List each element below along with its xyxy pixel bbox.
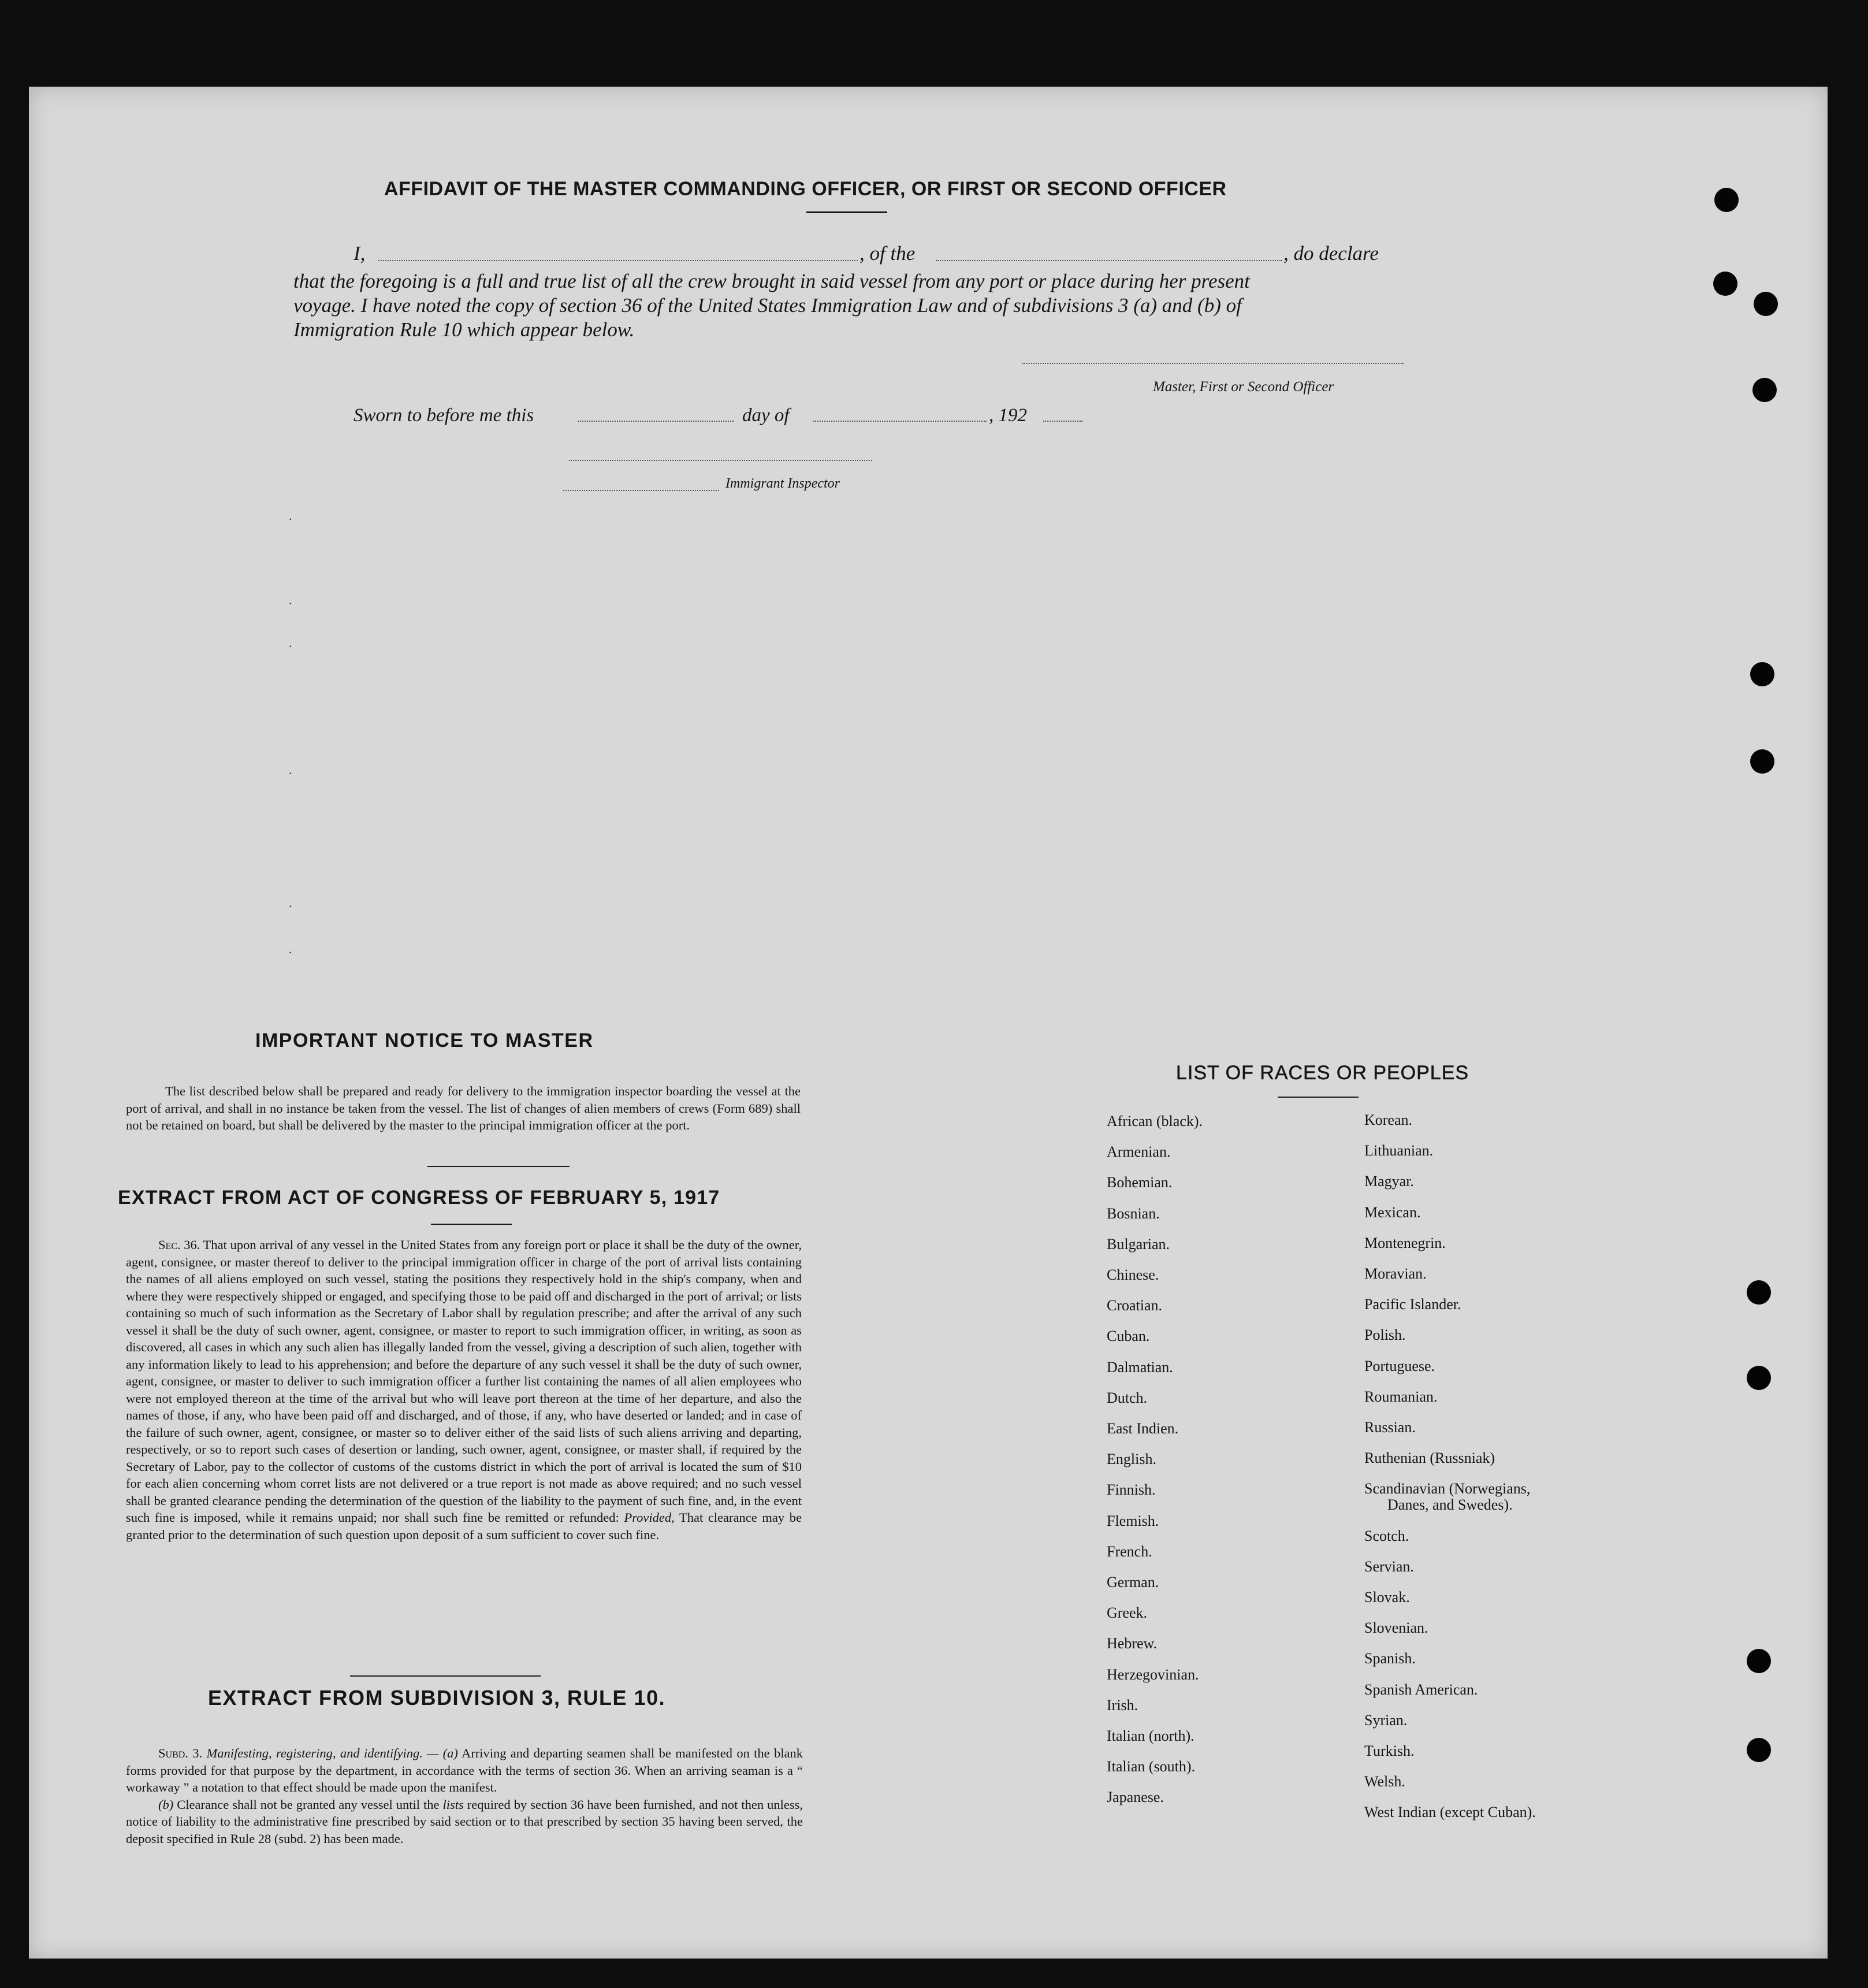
- races-title-underline: [1278, 1097, 1359, 1098]
- race-item: Korean.: [1364, 1112, 1413, 1128]
- race-item: Cuban.: [1107, 1328, 1150, 1345]
- race-item: Flemish.: [1107, 1512, 1159, 1529]
- race-item: Moravian.: [1364, 1265, 1427, 1282]
- affidavit-title: AFFIDAVIT OF THE MASTER COMMANDING OFFICER, OR FIRST OR SECOND OFFICER: [384, 178, 1227, 200]
- race-item: Italian (north).: [1107, 1727, 1195, 1744]
- punch-hole: [1747, 1366, 1771, 1390]
- sworn-day-label: day of: [742, 405, 790, 426]
- subd-heading: Manifesting, registering, and identifying.: [206, 1746, 423, 1760]
- document-page: [29, 87, 1828, 1959]
- para-a-text: Arriving and departing seamen shall be manifested on the blank forms provided for that purpose by the department, in accordance with the terms of section 36. When an arriving seaman is a “ workaway ” a notation to that effect should be made upon the manifest.: [126, 1746, 803, 1794]
- section-label: Sec. 36.: [158, 1238, 200, 1252]
- act-title: EXTRACT FROM ACT OF CONGRESS OF FEBRUARY 5, 1917: [118, 1187, 720, 1209]
- notice-title: IMPORTANT NOTICE TO MASTER: [255, 1030, 594, 1051]
- race-item: Bulgarian.: [1107, 1235, 1170, 1253]
- title-underline: [806, 211, 887, 213]
- subdivision-paragraph-b: [126, 1796, 803, 1848]
- declaration-of-label: , of the: [859, 242, 916, 265]
- section-36-paragraph: [126, 1236, 802, 1543]
- race-item: Japanese.: [1107, 1789, 1164, 1806]
- provided-label: Provided,: [624, 1510, 675, 1525]
- race-item: Russian.: [1364, 1419, 1416, 1436]
- race-item: Spanish American.: [1364, 1681, 1478, 1698]
- declaration-line-4: Immigration Rule 10 which appear below.: [293, 318, 635, 341]
- race-item: Ruthenian (Russniak): [1364, 1450, 1495, 1467]
- races-title: LIST OF RACES OR PEOPLES: [1176, 1062, 1469, 1084]
- race-item: Bosnian.: [1107, 1205, 1160, 1222]
- punch-hole: [1752, 378, 1777, 402]
- para-a-label: — (a): [427, 1746, 458, 1760]
- sworn-year-field[interactable]: [1043, 421, 1082, 422]
- race-item: Slovenian.: [1364, 1619, 1428, 1637]
- race-item: Mexican.: [1364, 1203, 1421, 1221]
- para-b-label: (b): [158, 1797, 174, 1812]
- race-item: Bohemian.: [1107, 1174, 1173, 1191]
- declaration-line-2: that the foregoing is a full and true list of all the crew brought in said vessel from any port or place during her present: [293, 270, 1250, 292]
- notice-paragraph: The list described below shall be prepared and ready for delivery to the immigration inspector boarding the vessel at the port of arrival, and shall in no instance be taken from the vessel. The list of changes of alien members of crews (Form 689) shall not be retained on board, but shall be delivered by the master to the principal immigration officer at the port.: [126, 1084, 801, 1132]
- sworn-month-field[interactable]: [813, 421, 987, 422]
- race-item: Danes, and Swedes).: [1387, 1496, 1513, 1514]
- margin-speck: .: [289, 508, 292, 523]
- declaration-name-label: I,: [353, 242, 366, 265]
- race-item: German.: [1107, 1574, 1159, 1591]
- race-item: Turkish.: [1364, 1742, 1415, 1759]
- punch-hole: [1713, 272, 1737, 296]
- inspector-signature-field-1[interactable]: [569, 460, 872, 461]
- notice-divider: [427, 1166, 570, 1167]
- race-item: Roumanian.: [1364, 1388, 1438, 1405]
- punch-hole: [1750, 662, 1774, 686]
- race-item: East Indien.: [1107, 1420, 1179, 1437]
- punch-hole: [1747, 1738, 1771, 1762]
- para-b-lists: lists: [442, 1797, 464, 1812]
- race-item: Polish.: [1364, 1326, 1406, 1344]
- section-body: That upon arrival of any vessel in the United States from any foreign port or place it shall be the duty of the owner, agent, consignee, or master thereof to deliver to the principal immigration officer in charge of the port of arrival lists containing the names of all aliens employed on such vessel, stating the positions they respectively hold in the ship's company, when and where they were respectively shipped or engaged, and specifying those to be paid off and discharged in the port of arrival; or lists containing so much of such information as the Secretary of Labor shall by regulation prescribe; and after the arrival of any such vessel it shall be the duty of such owner, agent, consignee, or master to report to such immigration officer, in writing, as soon as discovered, all cases in which any such alien has illegally landed from the vessel, giving a description of such alien, together with any information likely to lead to his apprehension; and before the departure of any such vessel it shall be the duty of such owner, agent, consignee, or master to deliver to such immigration officer a further list containing the names of all alien employees who were not employed thereon at the time of the arrival but who will leave port thereon at the time of her departure, and also the names of those, if any, who have been paid off and discharged, and of those, if any, who have deserted or landed; and in case of the failure of such owner, agent, consignee, or master so to deliver either of the said lists of such aliens arriving and departing, respectively, or so to report such cases of desertion or landing, such owner, agent, consignee, or master shall, if required by the Secretary of Labor, pay to the collector of customs of the customs district in which the port of arrival is located the sum of $10 for each alien concerning whom corret lists are not delivered or a true report is not made as above required; and no such vessel shall be granted clearance pending the determination of the question of the liability to the payment of such fine, and, in the event such fine is imposed, while it remains unpaid; nor shall such fine be remitted or refunded:: [126, 1238, 802, 1525]
- inspector-label: Immigrant Inspector: [725, 476, 840, 491]
- race-item: Dalmatian.: [1107, 1358, 1173, 1376]
- sworn-year-label: , 192: [989, 405, 1027, 426]
- punch-hole: [1747, 1280, 1771, 1305]
- race-item: Finnish.: [1107, 1481, 1156, 1499]
- subd-label: Subd. 3.: [158, 1746, 203, 1760]
- race-item: Pacific Islander.: [1364, 1296, 1461, 1313]
- race-item: Greek.: [1107, 1604, 1148, 1622]
- inspector-signature-field-2[interactable]: [563, 490, 719, 491]
- race-item: Portuguese.: [1364, 1357, 1435, 1374]
- race-item: Syrian.: [1364, 1711, 1408, 1729]
- race-item: Croatian.: [1107, 1297, 1163, 1314]
- punch-hole: [1747, 1649, 1771, 1673]
- race-item: Welsh.: [1364, 1773, 1405, 1790]
- race-item: African (black).: [1107, 1113, 1203, 1129]
- act-divider: [350, 1675, 541, 1677]
- race-item: Spanish.: [1364, 1650, 1416, 1667]
- race-item: Hebrew.: [1107, 1635, 1158, 1652]
- name-field[interactable]: [378, 260, 858, 261]
- subdivision-text: [126, 1745, 803, 1847]
- race-item: Lithuanian.: [1364, 1142, 1434, 1160]
- para-b-text-rest: required by section 36 have been furnished, and not then unless, notice of liability to the administrative fine prescribed by said section or to that prescribed by section 35 having been served, the deposit specified in Rule 28 (subd. 2) has been made.: [126, 1797, 803, 1846]
- vessel-field[interactable]: [936, 260, 1282, 261]
- para-b-text-start: Clearance shall not be granted any vessel until the: [177, 1797, 440, 1812]
- sworn-day-field[interactable]: [578, 421, 734, 422]
- race-item: Servian.: [1364, 1558, 1414, 1575]
- race-item: Scotch.: [1364, 1527, 1409, 1544]
- notice-text: [126, 1083, 801, 1134]
- margin-speck: .: [289, 942, 292, 956]
- race-item: Armenian.: [1107, 1143, 1171, 1161]
- officer-signature-field[interactable]: [1022, 363, 1404, 364]
- race-item: Italian (south).: [1107, 1758, 1196, 1775]
- race-item: Magyar.: [1364, 1173, 1414, 1190]
- race-item: Scandinavian (Norwegians,: [1364, 1480, 1531, 1497]
- race-item: English.: [1107, 1451, 1156, 1468]
- officer-signature-label: Master, First or Second Officer: [1153, 379, 1334, 395]
- sworn-label: Sworn to before me this: [353, 405, 534, 426]
- section-body-end: That clearance may be granted prior to the determination of such question upon deposit of a sum sufficient to cover such fine.: [126, 1510, 802, 1542]
- margin-speck: .: [289, 593, 292, 607]
- race-item: Slovak.: [1364, 1589, 1410, 1606]
- race-item: Montenegrin.: [1364, 1234, 1446, 1251]
- declaration-line-3: voyage. I have noted the copy of section 36 of the United States Immigration Law and of subdivisions 3 (a) and (b) of: [293, 294, 1242, 317]
- declaration-declare-label: , do declare: [1283, 242, 1379, 265]
- act-title-underline: [431, 1224, 512, 1225]
- race-item: Chinese.: [1107, 1266, 1159, 1283]
- race-item: Dutch.: [1107, 1389, 1148, 1406]
- subdivision-paragraph-a: [126, 1745, 803, 1796]
- margin-speck: .: [289, 763, 292, 777]
- punch-hole: [1750, 749, 1774, 774]
- margin-speck: .: [289, 895, 292, 910]
- margin-speck: .: [289, 636, 292, 650]
- race-item: West Indian (except Cuban).: [1364, 1804, 1536, 1821]
- punch-hole: [1754, 292, 1778, 316]
- race-item: Irish.: [1107, 1696, 1138, 1714]
- race-item: French.: [1107, 1543, 1152, 1560]
- punch-hole: [1714, 188, 1739, 212]
- subdivision-title: EXTRACT FROM SUBDIVISION 3, RULE 10.: [208, 1686, 666, 1710]
- race-item: Herzegovinian.: [1107, 1666, 1199, 1683]
- act-text: [126, 1236, 802, 1543]
